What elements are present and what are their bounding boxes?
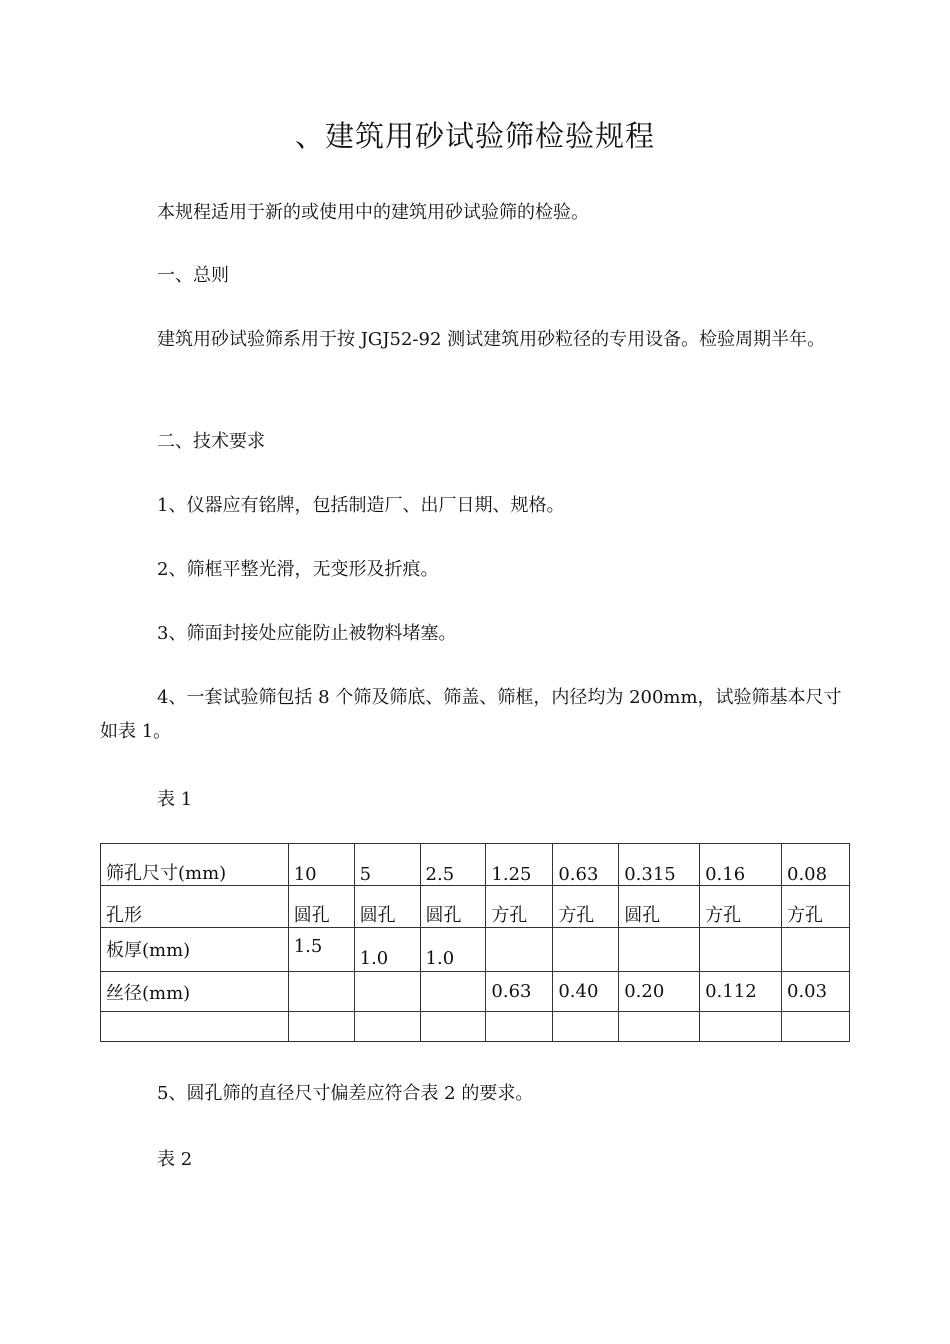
table-cell: 1.0 (420, 928, 486, 972)
table-cell: 圆孔 (619, 886, 700, 928)
table-cell: 圆孔 (354, 886, 420, 928)
table-cell (782, 928, 850, 972)
table-cell: 方孔 (553, 886, 619, 928)
table-cell: 0.03 (782, 972, 850, 1012)
table-row (101, 844, 850, 886)
table-cell (354, 1012, 420, 1042)
requirement-item-3: 3、筛面封接处应能防止被物料堵塞。 (157, 623, 457, 644)
table-cell: 圆孔 (288, 886, 354, 928)
table-cell (288, 1012, 354, 1042)
table-cell (619, 928, 700, 972)
table-cell: 方孔 (700, 886, 782, 928)
table-cell (619, 1012, 700, 1042)
table-cell (101, 1012, 289, 1042)
table-cell (288, 972, 354, 1012)
table-cell: 0.16 (700, 844, 782, 886)
table-cell: 0.40 (553, 972, 619, 1012)
table-cell: 0.63 (486, 972, 553, 1012)
table-cell: 2.5 (420, 844, 486, 886)
table-cell (782, 1012, 850, 1042)
requirement-item-4: 4、一套试验筛包括 8 个筛及筛底、筛盖、筛框，内径均为 200mm，试验筛基本尺寸如表 1。 (100, 687, 842, 742)
table-cell (354, 972, 420, 1012)
table-row (101, 886, 850, 928)
table2-caption: 表 2 (157, 1149, 193, 1170)
table-cell: 0.20 (619, 972, 700, 1012)
table1-caption: 表 1 (157, 789, 193, 810)
document-title: 、建筑用砂试验筛检验规程 (294, 119, 655, 153)
table-cell (553, 1012, 619, 1042)
table-cell: 1.25 (486, 844, 553, 886)
sieve-size-table (100, 843, 850, 1042)
table-cell: 5 (354, 844, 420, 886)
table-cell: 0.63 (553, 844, 619, 886)
table-row (101, 972, 850, 1012)
table-cell: 筛孔尺寸(mm) (101, 844, 289, 886)
table-cell: 10 (288, 844, 354, 886)
table-cell (420, 972, 486, 1012)
table-cell: 孔形 (101, 886, 289, 928)
table-cell: 1.0 (354, 928, 420, 972)
intro-paragraph: 本规程适用于新的或使用中的建筑用砂试验筛的检验。 (157, 202, 589, 223)
requirement-item-2: 2、筛框平整光滑，无变形及折痕。 (157, 559, 439, 580)
table-cell (700, 928, 782, 972)
table-cell: 丝径(mm) (101, 972, 289, 1012)
table-cell: 0.08 (782, 844, 850, 886)
table-cell: 圆孔 (420, 886, 486, 928)
table-cell (700, 1012, 782, 1042)
table-cell (486, 1012, 553, 1042)
table-cell: 0.112 (700, 972, 782, 1012)
section2-heading: 二、技术要求 (157, 431, 265, 452)
table-cell: 方孔 (782, 886, 850, 928)
requirement-item-1: 1、仪器应有铭牌，包括制造厂、出厂日期、规格。 (157, 495, 565, 516)
requirement-item-5: 5、圆孔筛的直径尺寸偏差应符合表 2 的要求。 (157, 1083, 534, 1104)
section1-body: 建筑用砂试验筛系用于按 JGJ52-92 测试建筑用砂粒径的专用设备。检验周期半年。 (157, 329, 826, 350)
table-cell (553, 928, 619, 972)
table-cell: 0.315 (619, 844, 700, 886)
table-cell (420, 1012, 486, 1042)
table-cell: 1.5 (288, 928, 354, 972)
table-row (101, 1012, 850, 1042)
table-row (101, 928, 850, 972)
table-cell: 方孔 (486, 886, 553, 928)
table-cell (486, 928, 553, 972)
table-cell: 板厚(mm) (101, 928, 289, 972)
section1-heading: 一、总则 (157, 265, 229, 286)
